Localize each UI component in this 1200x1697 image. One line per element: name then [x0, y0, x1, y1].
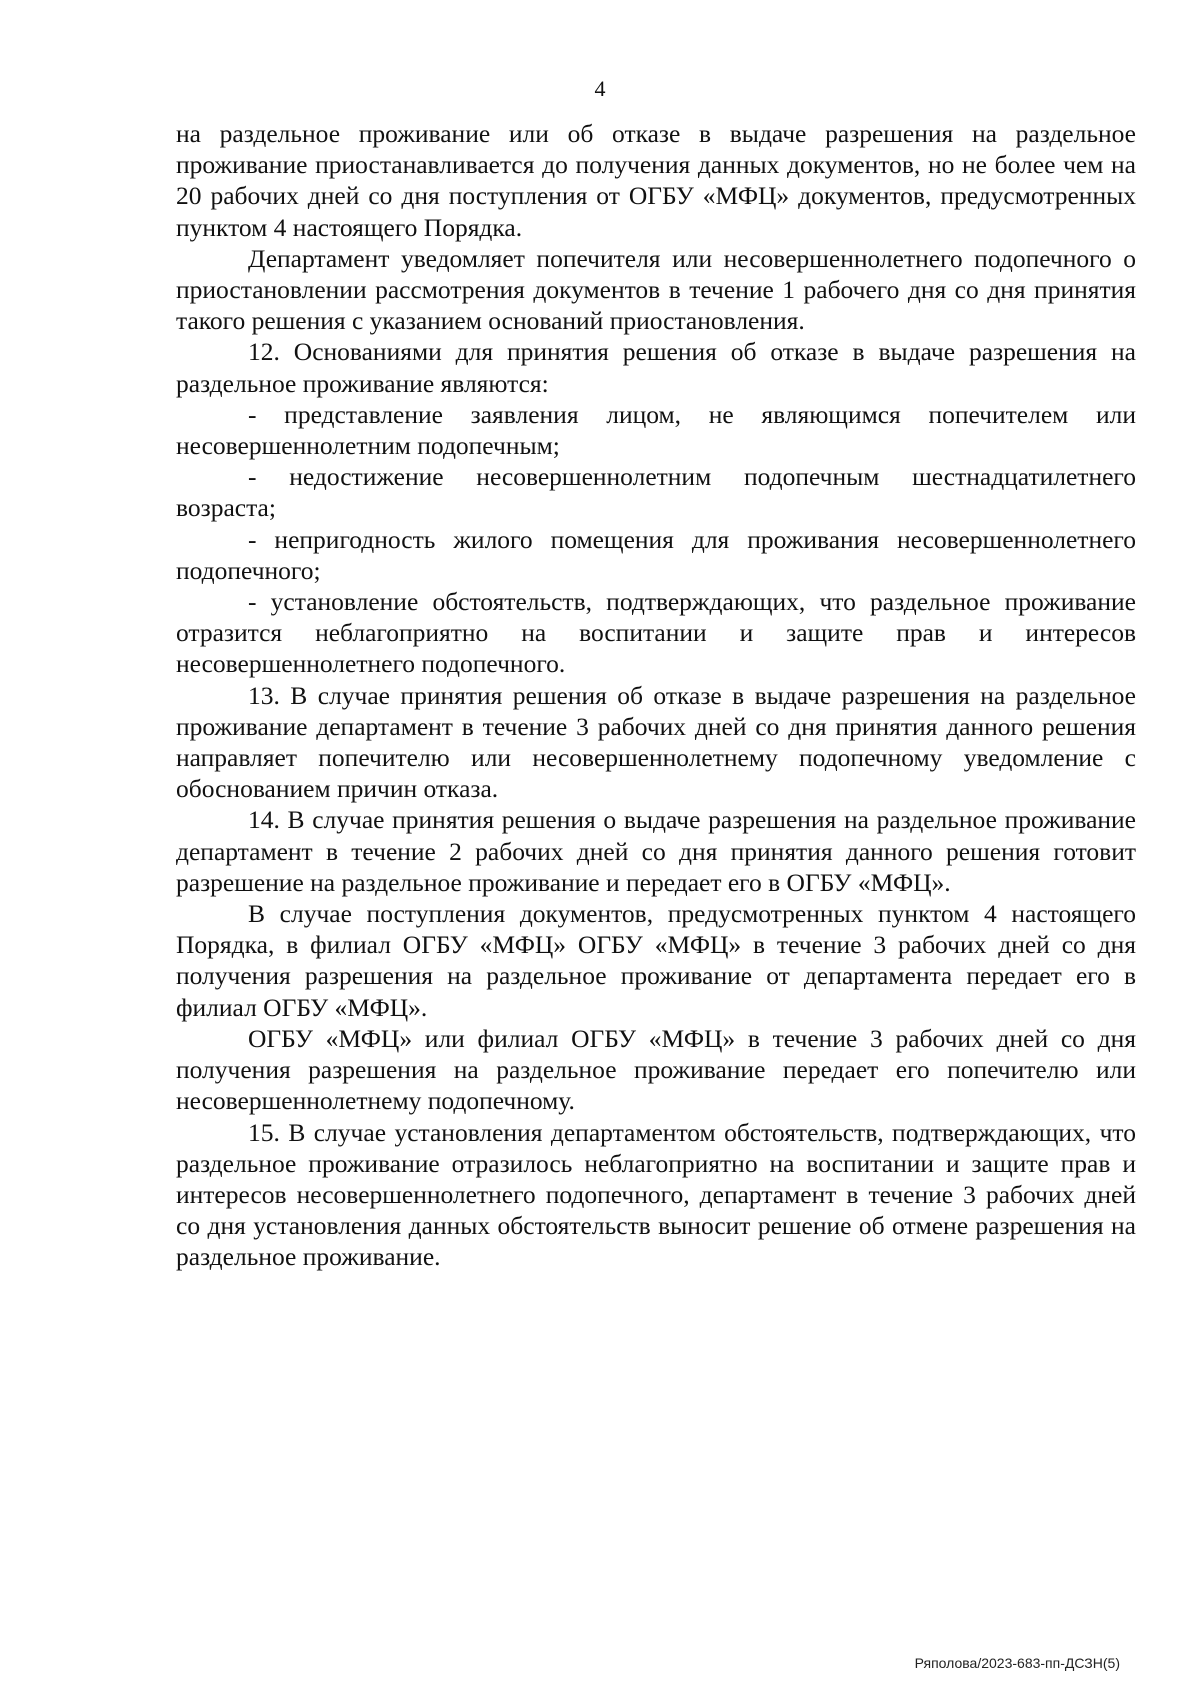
document-body [176, 118, 1136, 1273]
paragraph-14-transfer: ОГБУ «МФЦ» или филиал ОГБУ «МФЦ» в течение 3 рабочих дней со дня получения разрешения на раздельное проживание передает его попечителю или несовершеннолетнему подопечному. [176, 1023, 1136, 1116]
paragraph-continuation: на раздельное проживание или об отказе в выдаче разрешения на раздельное проживание приостанавливается до получения данных документов, но не более чем на 20 рабочих дней со дня поступления от ОГБУ «МФЦ» документов, предусмотренных пунктом 4 настоящего Порядка. [176, 119, 1136, 242]
paragraph-14: 14. В случае принятия решения о выдаче разрешения на раздельное проживание департамент в течение 2 рабочих дней со дня принятия данного решения готовит разрешение на раздельное проживание и передает его в ОГБУ «МФЦ». [176, 805, 1136, 897]
list-item-ground-1: - представление заявления лицом, не являющимся попечителем или несовершеннолетним подопечным; [176, 399, 1136, 461]
list-item-ground-4: - установление обстоятельств, подтверждающих, что раздельное проживание отразится неблагоприятно на воспитании и защите прав и интересов несовершеннолетнего подопечного. [176, 587, 1136, 679]
paragraph-department-notice: Департамент уведомляет попечителя или несовершеннолетнего подопечного о приостановлении рассмотрения документов в течение 1 рабочего дня со дня принятия такого решения с указанием оснований приостановления. [176, 243, 1136, 336]
list-item-ground-3: - непригодность жилого помещения для проживания несовершеннолетнего подопечного; [176, 524, 1136, 585]
list-item-ground-2: - недостижение несовершеннолетним подопечным шестнадцатилетнего возраста; [176, 462, 1136, 523]
page-number: 4 [594, 76, 606, 101]
paragraph-14-filial: В случае поступления документов, предусмотренных пунктом 4 настоящего Порядка, в филиал ОГБУ «МФЦ» ОГБУ «МФЦ» в течение 3 рабочих дней со дня получения разрешения на раздельное проживание от департамента передает его в филиал ОГБУ «МФЦ». [176, 899, 1136, 1022]
paragraph-12-grounds: 12. Основаниями для принятия решения об отказе в выдаче разрешения на раздельное проживание являются: [176, 337, 1136, 398]
paragraph-15: 15. В случае установления департаментом обстоятельств, подтверждающих, что раздельное проживание отразилось неблагоприятно на воспитании и защите прав и интересов несовершеннолетнего подопечного, департамент в течение 3 рабочих дней со дня установления данных обстоятельств выносит решение об отмене разрешения на раздельное проживание. [176, 1117, 1136, 1272]
document-registration-code: Ряполова/2023-683-пп-ДСЗН(5) [914, 1655, 1120, 1671]
paragraph-13: 13. В случае принятия решения об отказе в выдаче разрешения на раздельное проживание департамент в течение 3 рабочих дней со дня принятия данного решения направляет попечителю или несовершеннолетнему подопечному уведомление с обоснованием причин отказа. [176, 680, 1136, 804]
